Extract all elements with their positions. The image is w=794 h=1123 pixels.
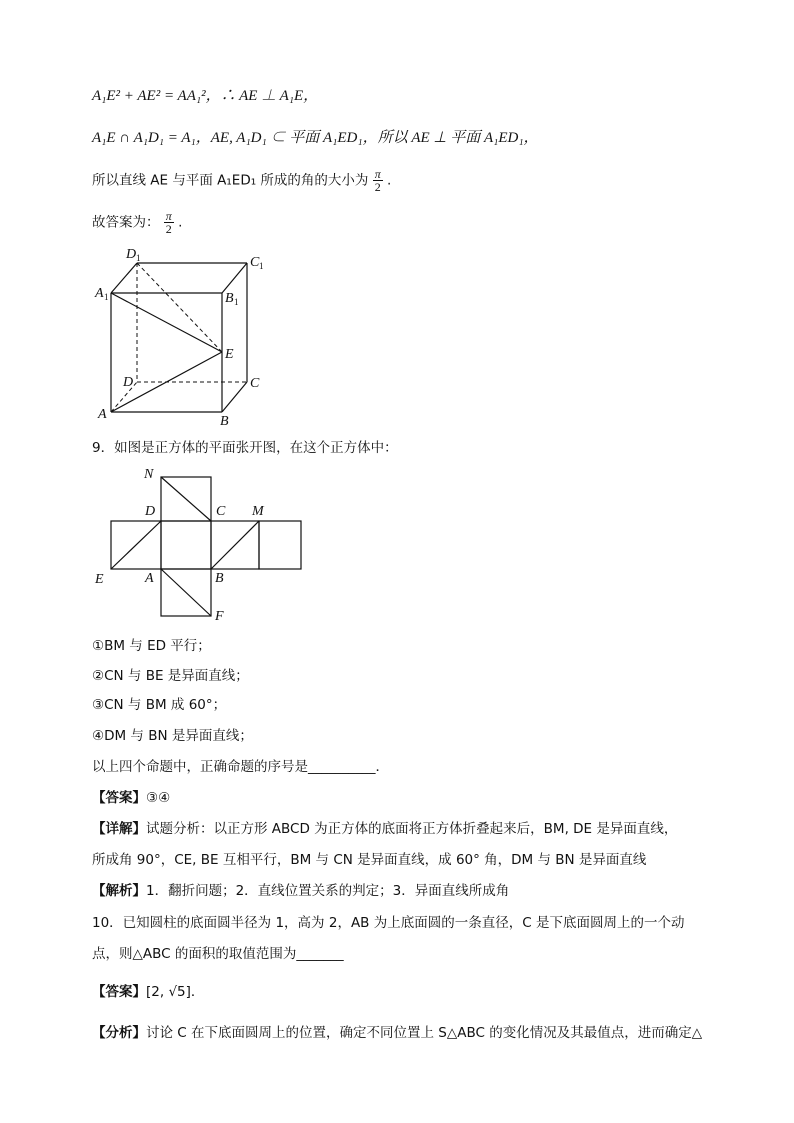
option-1: ①BM 与 ED 平行； bbox=[92, 638, 211, 654]
option-4: ④DM 与 BN 是异面直线； bbox=[92, 728, 253, 744]
cube-diagram bbox=[92, 240, 292, 430]
question-10-line-2: 点，则△ABC 的面积的取值范围为_______ bbox=[92, 946, 344, 962]
answer-9-tag: 【答案】 bbox=[92, 790, 146, 806]
net-label-B: B bbox=[215, 571, 224, 586]
proof-line-3-text: 所以直线 AE 与平面 A₁ED₁ 所成的角的大小为 bbox=[92, 172, 369, 189]
analysis-tag: 【解析】 bbox=[92, 883, 146, 899]
net-label-N: N bbox=[144, 467, 154, 482]
label-C: C bbox=[250, 376, 260, 391]
answer-fraction-numerator: π bbox=[165, 209, 172, 223]
question-9: 9．如图是正方体的平面张开图，在这个正方体中： bbox=[92, 440, 398, 456]
fenxi-text: 讨论 C 在下底面圆周上的位置，确定不同位置上 S△ABC 的变化情况及其最值点，进而确定△ bbox=[146, 1025, 703, 1041]
label-B1: B bbox=[225, 291, 234, 306]
fenxi-line bbox=[92, 1023, 702, 1043]
proof-line-2: A₁E ∩ A₁D₁ = A₁，AE, A₁D₁ ⊂ 平面 A₁ED₁，所以 AE ⊥ 平面 A₁ED₁， bbox=[92, 130, 539, 146]
label-A1: A bbox=[95, 286, 104, 301]
answer-fraction-denominator: 2 bbox=[165, 222, 172, 236]
answer-10 bbox=[92, 982, 204, 1002]
answer-9 bbox=[92, 788, 170, 808]
answer-9-value: ③④ bbox=[146, 790, 171, 806]
net-label-M: M bbox=[252, 504, 264, 519]
detail-line-1 bbox=[92, 819, 677, 839]
proof-line-3-end: . bbox=[387, 172, 392, 189]
net-label-E: E bbox=[95, 572, 104, 587]
label-A1-sub: 1 bbox=[104, 292, 109, 302]
proof-line-3 bbox=[92, 168, 391, 193]
answer-fraction bbox=[164, 210, 174, 235]
answer-10-tag: 【答案】 bbox=[92, 984, 146, 1000]
analysis-line bbox=[92, 881, 509, 901]
analysis-text: 1．翻折问题；2．直线位置关系的判定；3．异面直线所成角 bbox=[146, 883, 510, 899]
label-E: E bbox=[225, 347, 234, 362]
label-C1-sub: 1 bbox=[259, 261, 264, 271]
detail-text-1: 试题分析：以正方形 ABCD 为正方体的底面将正方体折叠起来后，BM, DE 是异面直线， bbox=[146, 821, 678, 837]
net-label-F: F bbox=[215, 609, 224, 624]
cube-net-diagram bbox=[92, 462, 307, 622]
detail-tag: 【详解】 bbox=[92, 821, 146, 837]
answer-10-value: [2, √5]． bbox=[146, 984, 205, 1000]
fenxi-tag: 【分析】 bbox=[92, 1025, 146, 1041]
fraction-numerator: π bbox=[374, 167, 381, 181]
net-label-C: C bbox=[216, 504, 226, 519]
proof-line-1: A₁E² + AE² = AA₁²，∴ AE ⊥ A₁E， bbox=[92, 88, 319, 104]
label-C1: C bbox=[250, 255, 260, 270]
label-D1-sub: 1 bbox=[136, 253, 141, 263]
detail-line-2: 所成角 90°，CE, BE 互相平行，BM 与 CN 是异面直线，成 60° 角，DM 与 BN 是异面直线 bbox=[92, 852, 647, 868]
question-9-prompt: 以上四个命题中，正确命题的序号是__________． bbox=[92, 759, 389, 775]
answer-line bbox=[92, 210, 182, 235]
option-3: ③CN 与 BM 成 60°； bbox=[92, 697, 227, 713]
answer-end: . bbox=[178, 214, 183, 231]
label-B: B bbox=[220, 414, 229, 429]
label-A: A bbox=[98, 407, 107, 422]
fraction-pi-over-2 bbox=[373, 168, 383, 193]
question-10-line-1: 10．已知圆柱的底面圆半径为 1，高为 2，AB 为上底面圆的一条直径，C 是下底面圆周上的一个动 bbox=[92, 915, 685, 931]
net-label-D: D bbox=[145, 504, 156, 519]
fraction-denominator: 2 bbox=[374, 180, 381, 194]
label-B1-sub: 1 bbox=[234, 297, 239, 307]
label-D1: D bbox=[126, 247, 137, 262]
answer-label: 故答案为： bbox=[92, 214, 160, 231]
net-label-A: A bbox=[145, 571, 154, 586]
label-D: D bbox=[123, 375, 134, 390]
option-2: ②CN 与 BE 是异面直线； bbox=[92, 668, 249, 684]
